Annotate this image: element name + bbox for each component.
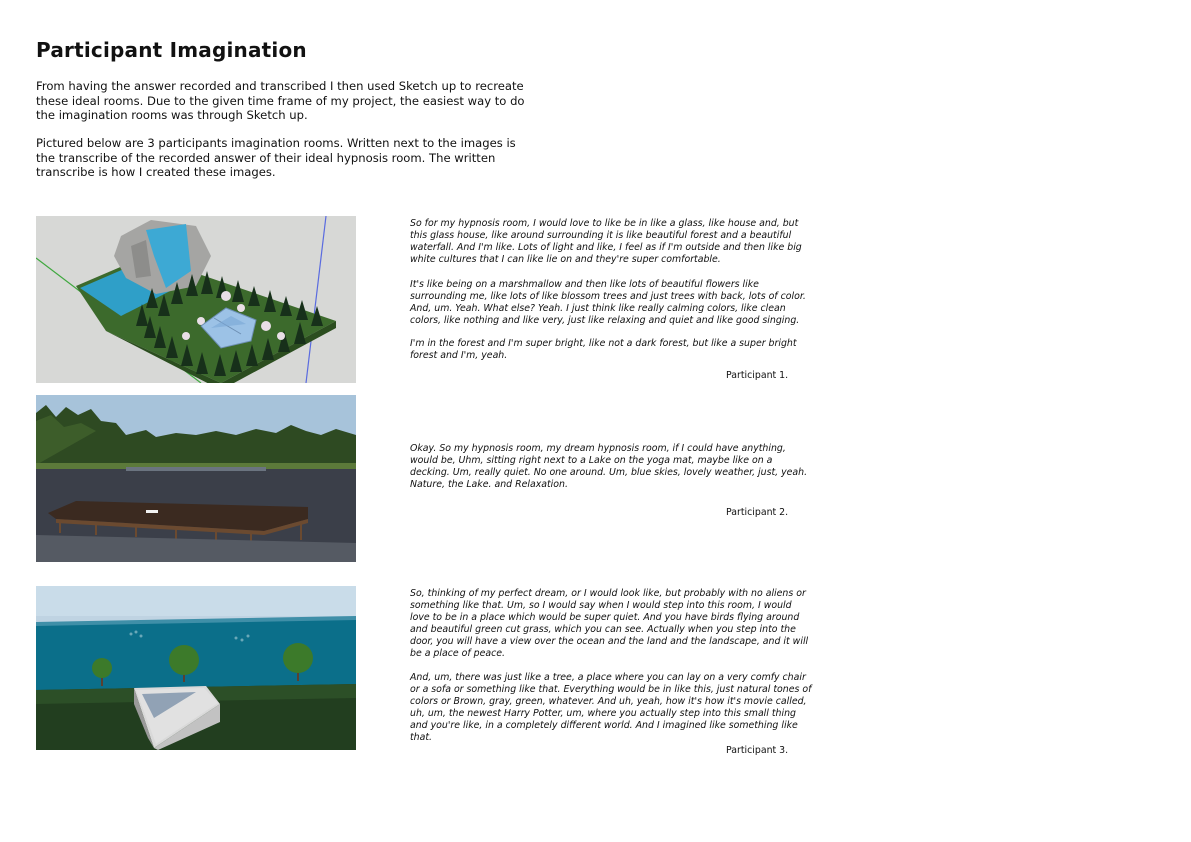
participant-1-transcript-p1: So for my hypnosis room, I would love to like be in like a glass, like house and, but this glass house, like around surrounding it is like beautiful forest and a beautiful waterfall. And I'm like. Lots of light and like, I feel as if I'm outside and then like big white cultures that I can like lie on and they're super comfortable.	[410, 218, 802, 266]
participant-3-transcript-p2: And, um, there was just like a tree, a place where you can lay on a very comfy chair or a sofa or something like that. Everything would be in like this, just natural tones of colors or Brown, gray, green, whatever. And uh, yeah, how it's how it's movie called, uh, um, the newest Harry Potter, um, where you actually step into this small thing and you're like, in a completely different world. And I imagined like something like that.	[410, 672, 812, 744]
participant-1-transcript-p2: It's like being on a marshmallow and then like lots of beautiful flowers like surrounding me, like lots of like blossom trees and just trees with back, lots of color. And, um. Yeah. What else? Yeah. I just think like really calming colors, like clean colors, like nothing and like very, just like relaxing and quiet and like good singing.	[410, 279, 806, 327]
intro-paragraph-2: Pictured below are 3 participants imagination rooms. Written next to the images is the transcribe of the recorded answer of their ideal hypnosis room. The written transcribe is how I created these images.	[36, 136, 516, 179]
participant-2-image	[36, 395, 356, 562]
participant-1-transcript-p3: I'm in the forest and I'm super bright, like not a dark forest, but like a super bright forest and I'm, yeah.	[410, 338, 797, 362]
participant-1-image	[36, 216, 356, 383]
participant-2-transcript-p1: Okay. So my hypnosis room, my dream hypnosis room, if I could have anything, would be, Uhm, sitting right next to a Lake on the yoga mat, maybe like on a decking. Um, really quiet. No one around. Um, blue skies, lovely weather, just, yeah. Nature, the Lake. and Relaxation.	[410, 443, 808, 491]
participant-3-image	[36, 586, 356, 750]
participant-1-label: Participant 1.	[726, 370, 789, 381]
participant-2-label: Participant 2.	[726, 507, 789, 518]
participant-3-label: Participant 3.	[726, 745, 789, 756]
intro-paragraph-1: From having the answer recorded and transcribed I then used Sketch up to recreate these ideal rooms. Due to the given time frame of my project, the easiest way to do the imagination rooms was through Sketch up.	[36, 79, 525, 122]
page-title: Participant Imagination	[36, 38, 307, 62]
participant-3-transcript-p1: So, thinking of my perfect dream, or I would look like, but probably with no aliens or something like that. Um, so I would say when I would step into this room, I would love to be in a place which would be super quiet. And you have birds flying around and beautiful green cut grass, which you can see. Actually when you step into the door, you will have a view over the ocean and the land and the landscape, and it will be a place of peace.	[410, 588, 809, 660]
